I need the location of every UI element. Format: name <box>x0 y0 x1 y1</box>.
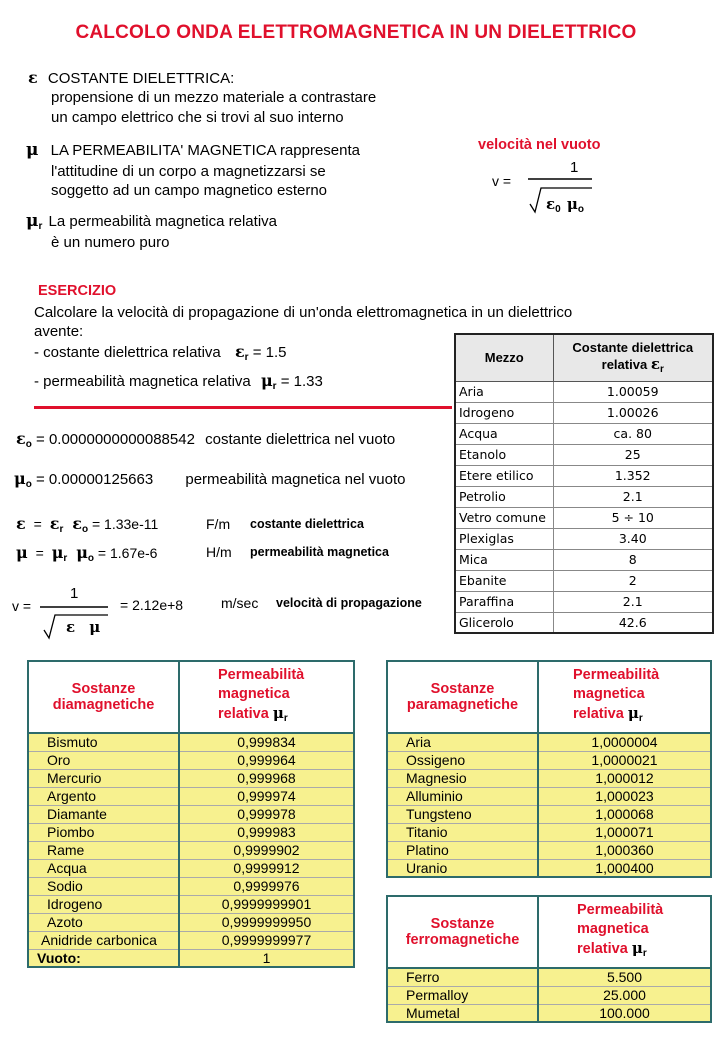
dielectric-row-name: Vetro comune <box>455 507 553 528</box>
paramagnetic-row <box>387 733 711 751</box>
diamagnetic-row <box>28 769 354 787</box>
dielectric-row-value: 42.6 <box>553 612 713 633</box>
eps-o-desc: costante dielettrica nel vuoto <box>205 431 396 448</box>
paramagnetic-row <box>387 859 711 877</box>
diamagnetic-row-name: Piombo <box>28 823 179 841</box>
diamagnetic-row-name: Azoto <box>28 913 179 931</box>
epsilon-symbol: ε <box>28 68 38 87</box>
v-numerator: 1 <box>70 585 79 602</box>
dielectric-row-name: Glicerolo <box>455 612 553 633</box>
mu-result: = 1.67e-6 <box>97 545 158 561</box>
ferromagnetic-row-name: Permalloy <box>387 986 538 1004</box>
paramagnetic-row-value: 1,0000004 <box>538 733 711 751</box>
mu-r-value: = 1.33 <box>280 373 323 390</box>
dielectric-header-constant: Costante dielettrica relativa $\varepsilon_r$ <box>553 334 713 381</box>
diamagnetic-row-value: 1 <box>179 949 354 967</box>
mu-desc-3: soggetto ad un campo magnetico esterno <box>51 182 328 199</box>
eps-o-value: = 0.0000000000088542 <box>36 431 195 448</box>
paramagnetic-row-value: 1,0000021 <box>538 751 711 769</box>
dielectric-row-value: 2.1 <box>553 486 713 507</box>
mur-desc-1: La permeabilità magnetica relativa <box>48 213 277 230</box>
mu-desc-2: l'attitudine di un corpo a magnetizzarsi se <box>51 163 326 180</box>
paramagnetic-row <box>387 751 711 769</box>
paramagnetic-row-name: Aria <box>387 733 538 751</box>
vacuum-velocity-label: velocità nel vuoto <box>478 137 601 153</box>
diamagnetic-row <box>28 751 354 769</box>
paramagnetic-row-value: 1,000012 <box>538 769 711 787</box>
dielectric-row-name: Ebanite <box>455 570 553 591</box>
dielectric-row-name: Mica <box>455 549 553 570</box>
diamagnetic-row-value: 0,9999999977 <box>179 931 354 949</box>
dielectric-header-medium: Mezzo <box>455 334 553 381</box>
mu-desc: permeabilità magnetica <box>250 545 389 559</box>
dielectric-row <box>455 402 713 423</box>
diamagnetic-row-name: Acqua <box>28 859 179 877</box>
dielectric-row-name: Aria <box>455 381 553 402</box>
ferromagnetic-header-2: Permeabilità magnetica relativa $\mu_r$ <box>538 896 711 968</box>
paramagnetic-row-value: 1,000068 <box>538 805 711 823</box>
diamagnetic-row-name: Bismuto <box>28 733 179 751</box>
eps-o-line: $\varepsilon_o = 0.0000000000088542$ costante dielettrica nel vuoto <box>16 429 396 450</box>
ferromagnetic-row-name: Ferro <box>387 968 538 986</box>
diamagnetic-row-value: 0,999974 <box>179 787 354 805</box>
dielectric-row <box>455 528 713 549</box>
paramagnetic-row-name: Platino <box>387 841 538 859</box>
exercise-text-2: avente: <box>34 323 84 340</box>
diamagnetic-row-name: Idrogeno <box>28 895 179 913</box>
mu-desc-1: LA PERMEABILITA' MAGNETICA rappresenta <box>50 142 360 159</box>
diamagnetic-row-name: Oro <box>28 751 179 769</box>
diamagnetic-row-value: 0,999964 <box>179 751 354 769</box>
v-unit: m/sec <box>221 595 259 611</box>
vacuum-v-label: v = <box>492 173 512 189</box>
ferromagnetic-row-name: Mumetal <box>387 1004 538 1022</box>
dielectric-row-name: Petrolio <box>455 486 553 507</box>
paramagnetic-row <box>387 805 711 823</box>
page-title: CALCOLO ONDA ELETTROMAGNETICA IN UN DIELETTRICO <box>75 22 637 43</box>
paramagnetic-row <box>387 841 711 859</box>
dielectric-row <box>455 423 713 444</box>
dielectric-row <box>455 591 713 612</box>
exercise-mu-r: - permeabilità magnetica relativa $\mu_r = 1.33$ <box>34 371 323 392</box>
dielectric-row <box>455 612 713 633</box>
diamagnetic-row-value: 0,9999976 <box>179 877 354 895</box>
ferromagnetic-row <box>387 986 711 1004</box>
mur-desc-2: è un numero puro <box>51 234 170 251</box>
paramagnetic-row-value: 1,000071 <box>538 823 711 841</box>
eps-r-value: = 1.5 <box>252 344 287 361</box>
diamagnetic-row-value: 0,999968 <box>179 769 354 787</box>
paramagnetic-row-name: Ossigeno <box>387 751 538 769</box>
ferromagnetic-table <box>386 895 712 1023</box>
diamagnetic-row-value: 0,999978 <box>179 805 354 823</box>
diamagnetic-row-value: 0,9999999950 <box>179 913 354 931</box>
dielectric-row <box>455 549 713 570</box>
paramagnetic-row-name: Uranio <box>387 859 538 877</box>
diamagnetic-row <box>28 733 354 751</box>
exercise-heading: ESERCIZIO <box>38 283 117 299</box>
diamagnetic-row-name: Diamante <box>28 805 179 823</box>
dielectric-row-name: Idrogeno <box>455 402 553 423</box>
diamagnetic-row <box>28 841 354 859</box>
paramagnetic-row-value: 1,000360 <box>538 841 711 859</box>
vacuum-numerator: 1 <box>570 159 579 176</box>
dielectric-row-value: 8 <box>553 549 713 570</box>
diamagnetic-row-value: 0,9999999901 <box>179 895 354 913</box>
diamagnetic-header-1: Sostanze diamagnetiche <box>28 661 179 733</box>
dielectric-row <box>455 444 713 465</box>
paramagnetic-row <box>387 787 711 805</box>
dielectric-row-name: Etere etilico <box>455 465 553 486</box>
diamagnetic-row <box>28 895 354 913</box>
paramagnetic-row-name: Magnesio <box>387 769 538 787</box>
epsilon-desc-1: propensione di un mezzo materiale a contrastare <box>51 89 377 106</box>
dielectric-row-name: Acqua <box>455 423 553 444</box>
dielectric-row-value: ca. 80 <box>553 423 713 444</box>
exercise-eps-r: - costante dielettrica relativa $\varepsilon_r = 1.5$ <box>34 342 287 363</box>
diamagnetic-row <box>28 877 354 895</box>
dielectric-row-value: 3.40 <box>553 528 713 549</box>
diamagnetic-row-name: Argento <box>28 787 179 805</box>
paramagnetic-row-name: Titanio <box>387 823 538 841</box>
paramagnetic-header-1: Sostanze paramagnetiche <box>387 661 538 733</box>
dielectric-row <box>455 570 713 591</box>
v-denominator: ε μ <box>66 618 101 636</box>
mu-symbol: μ <box>26 140 39 160</box>
diamagnetic-row-value: 0,9999902 <box>179 841 354 859</box>
paramagnetic-table <box>386 660 712 878</box>
paramagnetic-row-value: 1,000400 <box>538 859 711 877</box>
diamagnetic-row-value: 0,9999912 <box>179 859 354 877</box>
diamagnetic-row-name: Mercurio <box>28 769 179 787</box>
mu-calc-line: $\mu = \mu_r$ $\mu_o = 1.67e-6$ <box>16 543 158 564</box>
diamagnetic-table <box>27 660 355 968</box>
diamagnetic-row <box>28 931 354 949</box>
dielectric-table <box>454 333 714 634</box>
eps-desc: costante dielettrica <box>250 517 364 531</box>
mu-unit: H/m <box>206 544 232 560</box>
v-label: v = <box>12 598 32 614</box>
v-desc: velocità di propagazione <box>276 596 422 610</box>
dielectric-row <box>455 507 713 528</box>
dielectric-row <box>455 381 713 402</box>
eps-calc-line: $\varepsilon = \varepsilon_r$ $\varepsilon_o = 1.33e-11$ <box>16 514 159 535</box>
diamagnetic-row-value: 0,999834 <box>179 733 354 751</box>
epsilon-definition <box>28 68 234 88</box>
ferromagnetic-row <box>387 968 711 986</box>
dielectric-row-name: Etanolo <box>455 444 553 465</box>
mu-o-line: $\mu_o = 0.00000125663$ permeabilità magnetica nel vuoto <box>14 469 406 490</box>
red-divider <box>34 406 452 409</box>
mu-symbol: μ <box>26 211 39 231</box>
eps-unit: F/m <box>206 516 231 532</box>
dielectric-row-value: 5 ÷ 10 <box>553 507 713 528</box>
dielectric-row-value: 1.00026 <box>553 402 713 423</box>
diamagnetic-row-value: 0,999983 <box>179 823 354 841</box>
diamagnetic-row-name: Sodio <box>28 877 179 895</box>
ferromagnetic-row-value: 5.500 <box>538 968 711 986</box>
dielectric-row-value: 2 <box>553 570 713 591</box>
dielectric-row-value: 2.1 <box>553 591 713 612</box>
dielectric-row <box>455 465 713 486</box>
exercise-text-1: Calcolare la velocità di propagazione di un'onda elettromagnetica in un dielettrico <box>34 304 573 321</box>
dielectric-row-name: Paraffina <box>455 591 553 612</box>
dielectric-row-value: 1.00059 <box>553 381 713 402</box>
ferromagnetic-header-1: Sostanze ferromagnetiche <box>387 896 538 968</box>
dielectric-row-value: 25 <box>553 444 713 465</box>
eps-result: = 1.33e-11 <box>91 516 159 532</box>
mu-definition <box>26 141 360 160</box>
paramagnetic-row <box>387 769 711 787</box>
dielectric-row <box>455 486 713 507</box>
diamagnetic-row <box>28 949 354 967</box>
dielectric-row-name: Plexiglas <box>455 528 553 549</box>
paramagnetic-row-name: Alluminio <box>387 787 538 805</box>
paramagnetic-header-2: Permeabilità magnetica relativa $\mu_r$ <box>538 661 711 733</box>
epsilon-desc-2: un campo elettrico che si trovi al suo interno <box>51 109 344 126</box>
diamagnetic-header-2: Permeabilità magnetica relativa $\mu_r$ <box>179 661 354 733</box>
mu-o-value: = 0.00000125663 <box>36 471 154 488</box>
paramagnetic-row-value: 1,000023 <box>538 787 711 805</box>
paramagnetic-row <box>387 823 711 841</box>
vacuum-denominator: $\varepsilon_0$ $\mu_o$ <box>546 195 584 215</box>
diamagnetic-row <box>28 823 354 841</box>
diamagnetic-row <box>28 787 354 805</box>
diamagnetic-row <box>28 805 354 823</box>
ferromagnetic-row-value: 100.000 <box>538 1004 711 1022</box>
ferromagnetic-row <box>387 1004 711 1022</box>
paramagnetic-row-name: Tungsteno <box>387 805 538 823</box>
v-result: = 2.12e+8 <box>120 597 184 613</box>
mur-definition: $\mu_r$ La permeabilità magnetica relativa <box>26 211 277 232</box>
diamagnetic-row <box>28 913 354 931</box>
mu-o-desc: permeabilità magnetica nel vuoto <box>185 471 406 488</box>
diamagnetic-row-name: Vuoto: <box>28 949 179 967</box>
diamagnetic-row <box>28 859 354 877</box>
epsilon-label: COSTANTE DIELETTRICA: <box>47 70 235 87</box>
dielectric-row-value: 1.352 <box>553 465 713 486</box>
ferromagnetic-row-value: 25.000 <box>538 986 711 1004</box>
diamagnetic-row-name: Rame <box>28 841 179 859</box>
diamagnetic-row-name: Anidride carbonica <box>28 931 179 949</box>
